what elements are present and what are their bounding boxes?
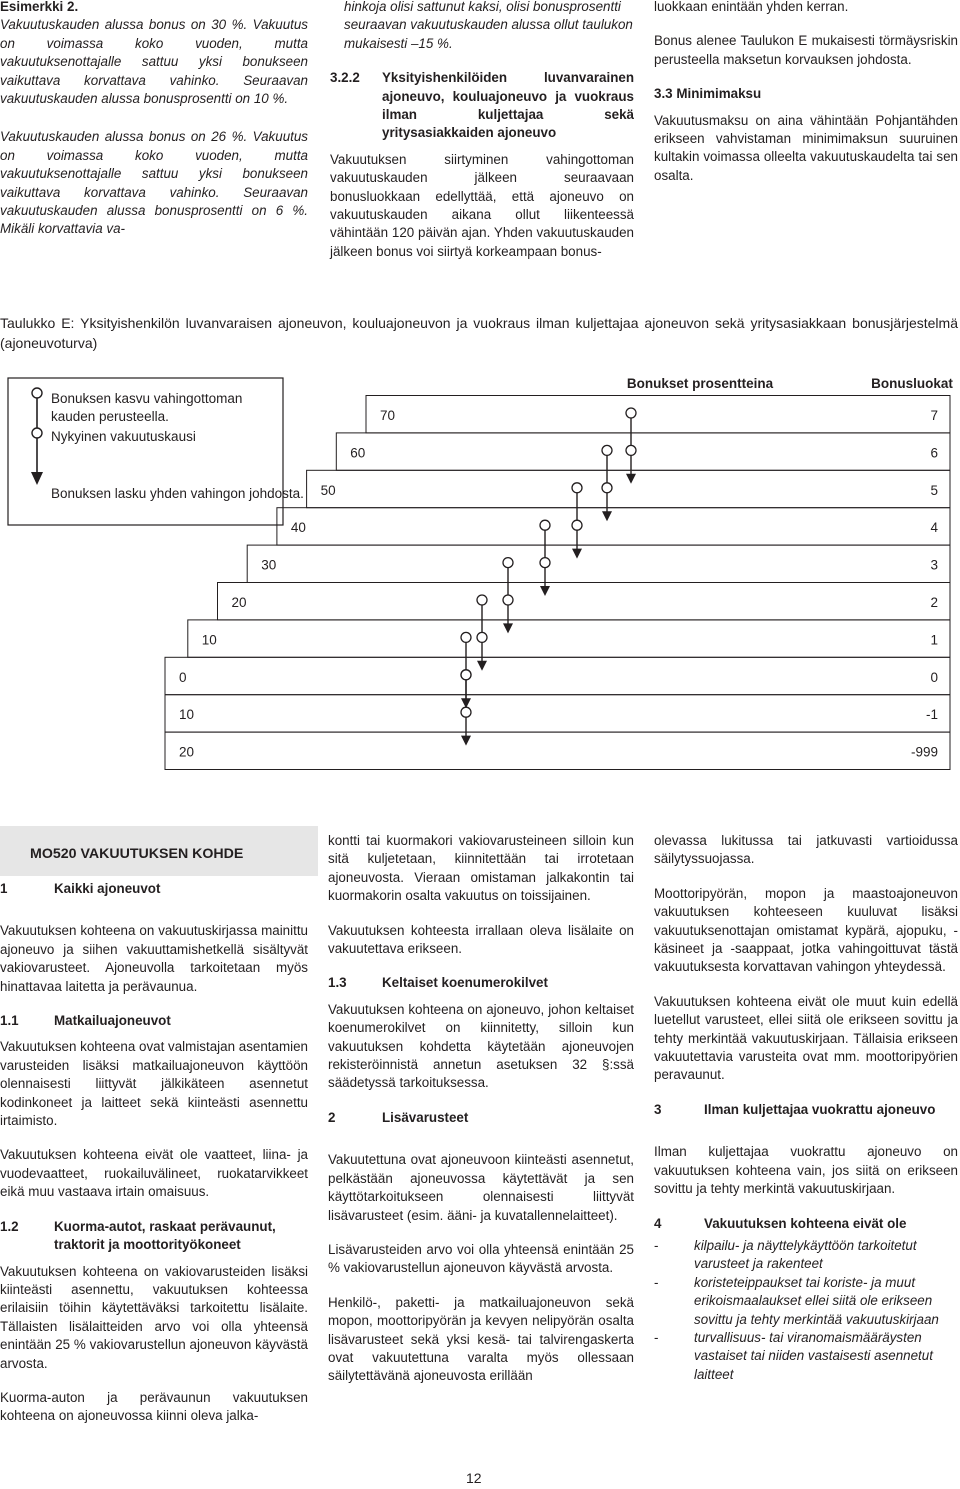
step-arrowhead: [572, 549, 582, 559]
section-title: Yksityishenkilöiden luvanvarainen ajoneuvo, kouluajoneuvo ja vuokraus ilman kuljettajaa sekä yritysasiakkaiden ajoneuvo: [382, 70, 634, 141]
bottom-column-3: [654, 832, 958, 1384]
heading-text: Lisävarusteet: [382, 1109, 469, 1125]
heading-text: Vakuutuksen kohteena eivät ole: [704, 1215, 907, 1231]
bonus-percent-label: 40: [290, 520, 306, 536]
heading-1-1: [0, 1012, 308, 1030]
section-title: MO520 VAKUUTUKSEN KOHDE: [30, 846, 244, 862]
step-circle-upper: [602, 445, 612, 455]
step-arrowhead: [503, 623, 513, 633]
legend-current-text: Nykyinen vakuutuskausi: [51, 429, 196, 444]
step-circle-lower: [572, 520, 582, 530]
paragraph: kontti tai kuormakori vakiovarusteineen silloin kun sitä kuljetetaan, kiinnitettään tai irrotetaan ajoneuvosta. Vieraan omistaman jalkakontin tai kuormakorin osalta vakuutus on toissijainen.: [328, 833, 634, 904]
step-circle-upper: [461, 632, 471, 642]
bonus-class-label: -999: [910, 744, 938, 760]
bonus-percent-label: 70: [380, 408, 396, 423]
list-item: [654, 1237, 958, 1274]
bonus-row: [336, 433, 950, 470]
list-item: [654, 1329, 958, 1384]
bonus-row: [247, 545, 950, 582]
bonus-row: [165, 732, 950, 769]
heading-number: 1.2: [0, 1218, 19, 1234]
heading-number: 1.1: [0, 1013, 19, 1029]
minimum-premium-text: Vakuutusmaksu on aina vähintään Pohjantähden erikseen vahvistaman minimimaksun suuruinen kultakin voimassa olleelta vakuutuskaudelta tai sen osalta.: [654, 112, 958, 183]
paragraph: Vakuutettuna ovat ajoneuvoon kiinteästi asennetut, pelkästään ajoneuvossa käytettävät ja sen käyttötarkoitukseen olennaisesti liittyvät lisävarusteet (esim. ääni- ja kuvatallennelaitteet).: [328, 1152, 634, 1223]
header-percent: Bonukset prosentteina: [626, 376, 774, 391]
step-circle-lower: [503, 595, 513, 605]
bonus-class-label: 1: [930, 632, 938, 648]
step-arrowhead: [540, 586, 550, 596]
bonus-row: [366, 396, 950, 433]
example-title: Esimerkki 2.: [0, 0, 79, 14]
example-paragraph-2: Vakuutuskauden alussa bonus on 26 %. Vakuutus on voimassa koko vuoden, mutta vakuutuksenottajalle sattuu yksi bonukseen vaikuttava korvattava vahinko. Seuraavan vakuutuskauden alussa bonusprosentti on 6 %. Mikäli korvattavia va-: [0, 129, 308, 237]
bonus-row: [165, 695, 950, 732]
heading-1-3: [328, 974, 634, 992]
step-circle-upper: [461, 670, 471, 680]
bonus-row: [277, 508, 950, 545]
heading-text: Ilman kuljettajaa vuokrattu ajoneuvo: [704, 1101, 936, 1117]
bonus-percent-label: 10: [179, 707, 195, 723]
bonus-reduction-text: Bonus alenee Taulukon E mukaisesti törmäysriskin perusteella maksetun korvauksen johdosta.: [654, 33, 958, 67]
paragraph: Henkilö-, paketti- ja matkailuajoneuvon sekä mopon, moottoripyörän ja kevyen nelipyörän osalta lisävarusteet sekä yksi kesä- tai talvirengaskerta ovat vakuutettuna varalta myös ollessaan säilytettävänä ajoneuvosta erillään: [328, 1294, 634, 1384]
step-circle-upper: [503, 558, 513, 568]
paragraph: Vakuutuksen kohteena ovat valmistajan asentamien varusteiden lisäksi matkailuajoneuvon käyttöön olennaisesti liittyvät jälkikäteen asennetut kodinkoneet ja laitteet sekä kiinteästi asennettu irtaimisto.: [0, 1039, 308, 1129]
bonus-class-label: -1: [925, 707, 938, 723]
legend-increase-text: kauden perusteella.: [51, 409, 169, 424]
minimum-premium-heading: 3.3 Minimimaksu: [654, 86, 762, 102]
paragraph: Vakuutuksen kohteena eivät ole muut kuin edellä luetellut varusteet, ellei siitä ole erikseen sovittu ja tehty merkintää vakuutuskirjaan. Tällaisia erikseen vakuutettavia varusteita ovat mm. moottoripyörien peravaunut.: [654, 993, 958, 1083]
heading-text: Kaikki ajoneuvot: [54, 881, 161, 896]
paragraph: Vakuutuksen kohteena on ajoneuvo, johon keltaiset koenumerokilvet on kiinnitetty, silloin kun vakuutuksen kohdetta käytetään ajoneuvojen rekisteröinnistä annetun asetuksen 32 §:ssä säädetyssä tarkoituksessa.: [328, 1001, 634, 1091]
paragraph: Vakuutuksen kohteena eivät ole vaatteet, liina- ja vuodevaatteet, ruokailuvälineet, ruokatarvikkeet eikä muu vastaava irtain omaisuus.: [0, 1147, 308, 1200]
continuation-text: luokkaan enintään yhden kerran.: [654, 0, 849, 14]
heading-2: [328, 1109, 634, 1127]
step-circle-lower: [461, 707, 471, 717]
step-arrowhead: [626, 474, 636, 484]
section-number: 3.2.2: [330, 70, 360, 86]
page-number: 12: [466, 1470, 482, 1486]
legend-increase-text: Bonuksen kasvu vahingottoman: [51, 391, 243, 406]
list-dash: -: [654, 1329, 659, 1345]
step-arrowhead: [477, 661, 487, 671]
step-circle-lower: [477, 632, 487, 642]
legend-decrease-text: Bonuksen lasku yhden vahingon johdosta.: [51, 486, 304, 501]
list-dash: -: [654, 1274, 659, 1290]
paragraph: Vakuutuksen kohteena on vakiovarusteiden lisäksi kiinteästi asennettu, vakuutuksen kohteessa erilaisiin töihin käytettäväksi tarkoitettu lisälaite. Tällaisten lisälaitteiden arvo voi olla yhteensä enintään 25 % vakiovarustellun ajoneuvon käyvästä arvosta.: [0, 1263, 308, 1371]
bottom-column-1: [0, 880, 308, 1434]
step-circle-upper: [626, 408, 636, 418]
bonus-percent-label: 60: [350, 445, 366, 461]
heading-number: 4: [654, 1215, 662, 1231]
heading-text: Keltaiset koenumerokilvet: [382, 975, 548, 991]
bonus-class-label: 0: [930, 669, 938, 685]
step-circle-upper: [540, 520, 550, 530]
step-arrowhead: [602, 511, 612, 521]
step-arrowhead: [461, 736, 471, 746]
bonus-percent-label: 30: [261, 557, 277, 573]
paragraph: Lisävarusteiden arvo voi olla yhteensä enintään 25 % vakiovarustellun ajoneuvon käyvästä arvosta.: [328, 1241, 634, 1276]
heading-number: 3: [654, 1101, 662, 1117]
list-item: [654, 1274, 958, 1329]
example-paragraph-1: Vakuutuskauden alussa bonus on 30 %. Vakuutus on voimassa koko vuoden, mutta vakuutuksenottajalle sattuu yksi bonukseen vaikuttava korvattava vahinko. Seuraavan vakuutuskauden alussa bonusprosentti on 10 %.: [0, 17, 308, 107]
header-class: Bonusluokat: [871, 376, 953, 391]
heading-text: Kuorma-autot, raskaat perävaunut, traktorit ja moottorityökoneet: [54, 1218, 276, 1253]
legend-circle-middle: [32, 428, 42, 438]
bonus-class-label: 7: [930, 408, 938, 423]
step-circle-lower: [602, 483, 612, 493]
bonus-class-label: 6: [930, 445, 938, 461]
bonus-row: [188, 620, 950, 657]
bonus-percent-label: 20: [179, 744, 195, 760]
paragraph: olevassa lukitussa tai jatkuvasti vartioidussa säilytyssuojassa.: [654, 833, 958, 867]
bonus-class-label: 2: [930, 595, 938, 610]
bonus-row: [218, 583, 951, 620]
heading-number: 2: [328, 1109, 336, 1125]
bottom-column-2: [328, 832, 634, 1394]
bonus-percent-label: 20: [231, 595, 247, 610]
list-item-text: koristeteippaukset tai koriste- ja muut erikoismaalaukset ellei siitä ole erikseen sovittu ja tehty merkintää vakuutuskirjaan: [694, 1274, 939, 1327]
step-circle-upper: [572, 483, 582, 493]
heading-1-2: [0, 1218, 308, 1255]
bonus-row: [165, 657, 950, 694]
paragraph: Ilman kuljettajaa vuokrattu ajoneuvo on vakuutuksen kohteena vain, jos siitä on erikseen sovittu ja tehty merkintä vakuutuskirjaan.: [654, 1144, 958, 1197]
bonus-class-label: 5: [930, 482, 938, 498]
heading-text: Matkailuajoneuvot: [54, 1013, 171, 1029]
heading-number: 1: [0, 881, 8, 896]
table-caption: Taulukko E: Yksityishenkilön luvanvaraisen ajoneuvon, kouluajoneuvon ja vuokraus ilman kuljettajaa ajoneuvon sekä yritysasiakkaan bonusjärjestelmä (ajoneuvoturva): [0, 315, 958, 351]
paragraph: Moottoripyörän, mopon ja maastoajoneuvon vakuutuksen kohteeseen kuuluvat lisäksi vakuutuksenottajan omistamat kypärä, ajopuku, -käsineet ja -saappaat, jotka vahingoittuvat tästä vakuutuksesta korvattavan vahingon yhteydessä.: [654, 885, 958, 975]
legend-circle-top: [32, 388, 42, 398]
paragraph: Vakuutuksen kohteena on vakuutuskirjassa mainittu ajoneuvo ja siihen vakuuttamishetkellä sisältyvät vakiovarusteet. Ajoneuvolla tarkoitetaan myös hinattavaa laitetta ja perävaunua.: [0, 923, 308, 994]
heading-4: [654, 1215, 958, 1233]
bonus-class-label: 3: [930, 557, 938, 573]
exclusions-list: [654, 1237, 958, 1384]
bonus-class-label: 4: [930, 520, 938, 536]
heading-1: [0, 880, 308, 898]
step-circle-lower: [626, 445, 636, 455]
list-item-text: turvallisuus- tai viranomaismääräysten vastaiset tai niiden vastaisesti asennetut laitteet: [694, 1329, 933, 1382]
heading-3: [654, 1101, 958, 1119]
list-dash: -: [654, 1237, 659, 1253]
bonus-percent-label: 10: [201, 632, 217, 648]
section-paragraph: Vakuutuksen siirtyminen vahingottoman vakuutuskauden jälkeen seuraavaan bonusluokkaan edellyttää, että ajoneuvo on vakuutuskauden aikana ollut liikenteessä vähintään 120 päivän ajan. Yhden vakuutuskauden jälkeen bonus voi siirtyä korkeampaan bonus-: [330, 151, 634, 259]
step-circle-lower: [540, 558, 550, 568]
step-circle-upper: [477, 595, 487, 605]
paragraph: Vakuutuksen kohteesta irrallaan oleva lisälaite on vakuutettava erikseen.: [328, 922, 634, 957]
list-item-text: kilpailu- ja näyttelykäyttöön tarkoitetut varusteet ja rakenteet: [694, 1237, 917, 1272]
bonus-percent-label: 0: [179, 669, 187, 685]
paragraph: Kuorma-auton ja perävaunun vakuutuksen kohteena on ajoneuvossa kiinni oleva jalka-: [0, 1389, 308, 1424]
heading-number: 1.3: [328, 975, 347, 991]
bonus-percent-label: 50: [320, 482, 336, 498]
example-continuation: hinkoja olisi sattunut kaksi, olisi bonusprosentti seuraavan vakuutuskauden alussa ollut taulukon mukaisesti –15 %.: [344, 0, 633, 51]
